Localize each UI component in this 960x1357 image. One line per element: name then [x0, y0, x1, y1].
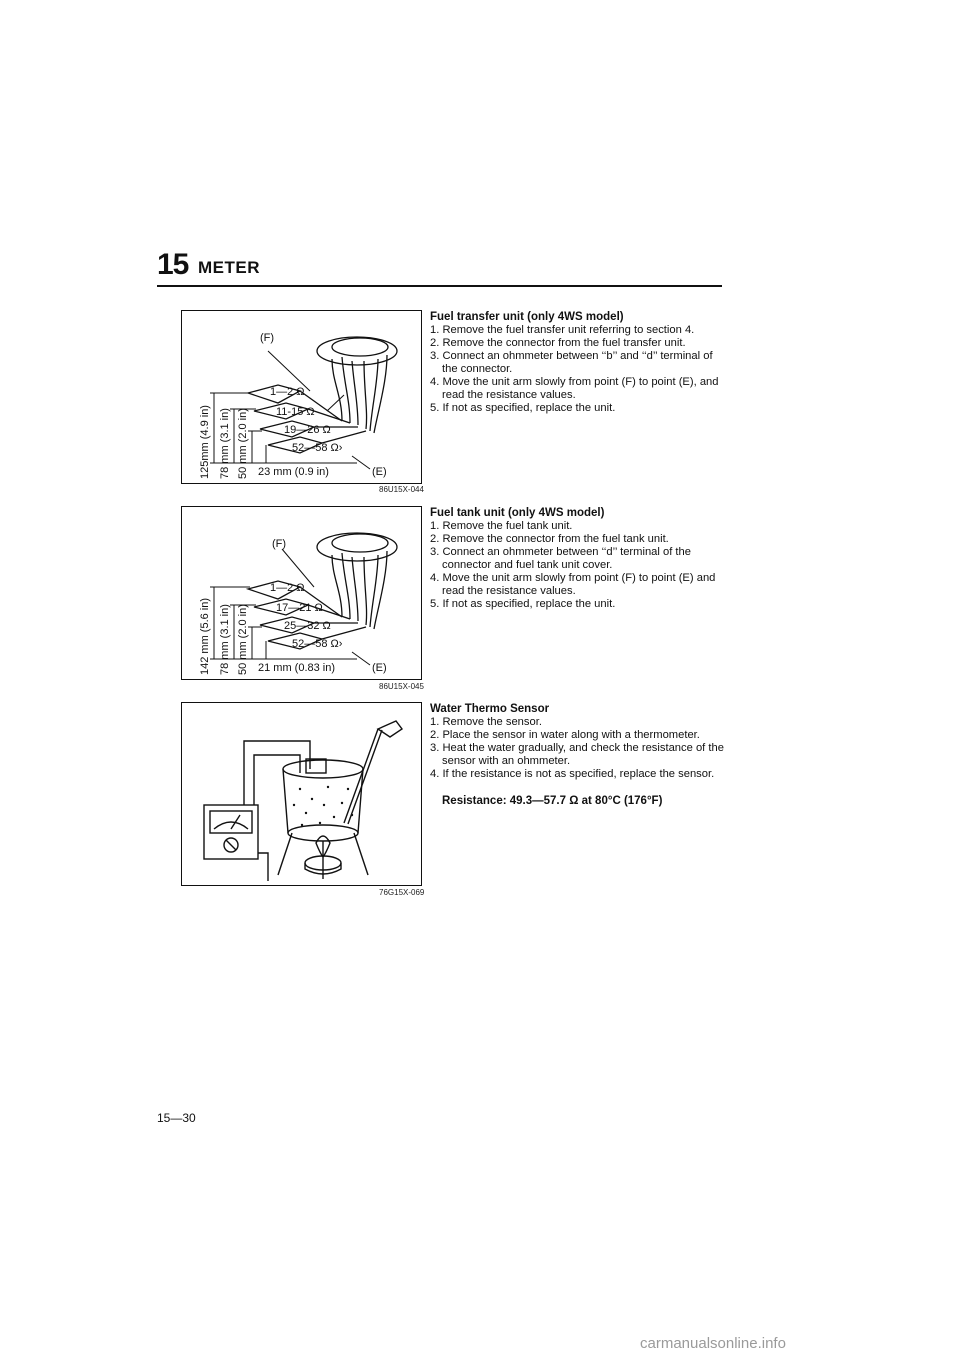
watermark: carmanualsonline.info [640, 1335, 786, 1352]
step-list [430, 324, 726, 415]
figure-fuel-transfer-unit [181, 310, 422, 484]
label-f: (F) [260, 332, 275, 344]
section-title: Water Thermo Sensor [430, 703, 550, 715]
resistance-1: 1—2 Ω [270, 582, 305, 594]
section-fuel-transfer-unit [430, 311, 726, 415]
section-water-thermo-sensor [430, 703, 726, 808]
dim-height-1: 142 mm (5.6 in) [199, 597, 211, 675]
step-item: 4. If the resistance is not as specified, replace the sensor. [430, 768, 715, 780]
figure-code-1: 86U15X-044 [379, 485, 424, 494]
dim-width: 23 mm (0.9 in) [258, 466, 329, 478]
step-item: 4. Move the unit arm slowly from point (F) to point (E), and read the resistance values. [430, 376, 719, 401]
step-item: 3. Connect an ohmmeter between ‘‘b’’ and ‘‘d’’ terminal of the connector. [430, 350, 713, 375]
dim-height-2: 78 mm (3.1 in) [219, 604, 231, 675]
page-number: 15—30 [157, 1111, 196, 1125]
ohmmeter-icon [204, 805, 258, 859]
dim-height-1: 125mm (4.9 in) [199, 405, 211, 479]
resistance-3: 25—32 Ω [284, 620, 331, 632]
dim-height-3: 50 mm (2.0 in) [237, 604, 249, 675]
resistance-4: 52—58 Ω› [292, 442, 343, 454]
section-title: Fuel tank unit (only 4WS model) [430, 507, 605, 519]
section-title: Fuel transfer unit (only 4WS model) [430, 311, 624, 323]
resistance-3: 19—26 Ω [284, 424, 331, 436]
resistance-2: 17—21 Ω [276, 602, 323, 614]
figure-fuel-tank-unit [181, 506, 422, 680]
figure-water-thermo-sensor [181, 702, 422, 886]
step-item: 3. Heat the water gradually, and check the resistance of the sensor with an ohmmeter. [430, 742, 724, 767]
step-item: 2. Remove the connector from the fuel tank unit. [430, 533, 669, 545]
step-item: 5. If not as specified, replace the unit. [430, 402, 616, 414]
step-item: 2. Remove the connector from the fuel transfer unit. [430, 337, 686, 349]
chapter-title: METER [198, 258, 260, 277]
step-item: 1. Remove the fuel tank unit. [430, 520, 573, 532]
step-list [430, 716, 726, 781]
chapter-number: 15 [157, 248, 189, 281]
figure-code-3: 76G15X-069 [379, 888, 425, 897]
step-item: 1. Remove the fuel transfer unit referring to section 4. [430, 324, 695, 336]
thermo-sensor-diagram [182, 703, 421, 885]
figure-code-2: 86U15X-045 [379, 682, 424, 691]
step-item: 2. Place the sensor in water along with a thermometer. [430, 729, 700, 741]
dim-height-2: 78 mm (3.1 in) [219, 408, 231, 479]
header-rule [157, 285, 722, 287]
resistance-1: 1—2 Ω [270, 386, 305, 398]
resistance-2: 11-15 Ω [276, 406, 315, 418]
step-item: 1. Remove the sensor. [430, 716, 542, 728]
step-list [430, 520, 726, 611]
label-e: (E) [372, 662, 387, 674]
step-item: 5. If not as specified, replace the unit. [430, 598, 616, 610]
section-fuel-tank-unit [430, 507, 726, 611]
dim-height-3: 50 mm (2.0 in) [237, 408, 249, 479]
step-item: 3. Connect an ohmmeter between ‘‘d’’ terminal of the connector and fuel tank unit cover. [430, 546, 691, 571]
fuel-tank-diagram [182, 507, 421, 679]
label-e: (E) [372, 466, 387, 478]
resistance-spec: Resistance: 49.3—57.7 Ω at 80°C (176°F) [442, 795, 663, 807]
step-item: 4. Move the unit arm slowly from point (F) to point (E) and read the resistance values. [430, 572, 716, 597]
dim-width: 21 mm (0.83 in) [258, 662, 336, 674]
label-f: (F) [272, 538, 287, 550]
fuel-transfer-diagram [182, 311, 421, 483]
resistance-4: 52—58 Ω› [292, 638, 343, 650]
